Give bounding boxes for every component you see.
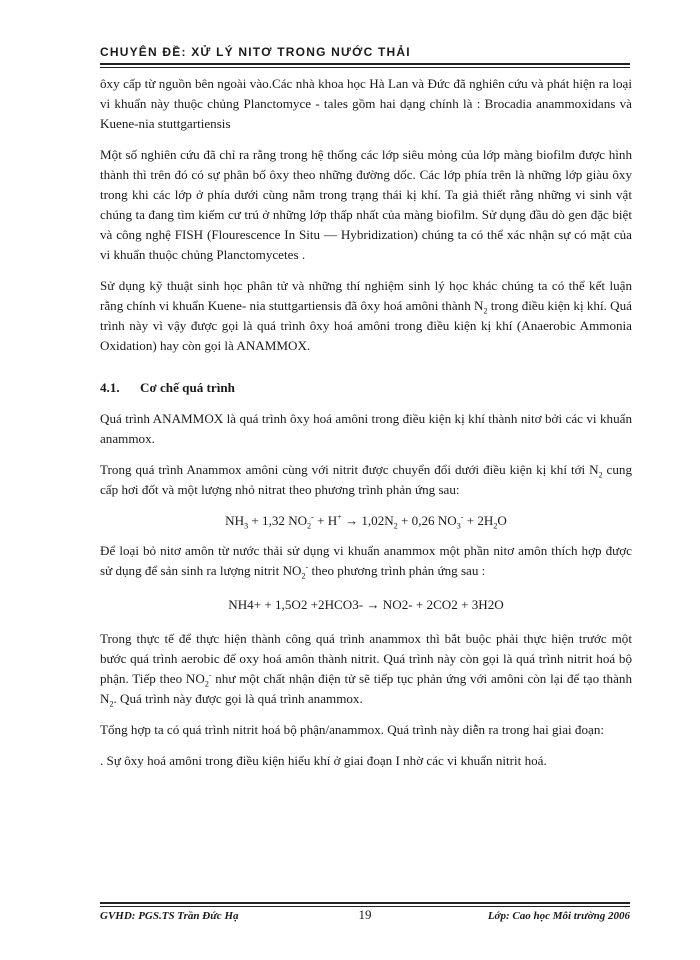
arrow-icon: → <box>363 597 383 612</box>
page-body <box>100 74 632 782</box>
section-heading <box>100 378 632 398</box>
header-rule-thin <box>100 67 630 68</box>
equation-2: NH4+ + 1,5O2 +2HCO3- → NO2- + 2CO2 + 3H2O <box>228 597 504 612</box>
page-header <box>100 40 630 64</box>
header-rule <box>100 63 630 65</box>
section-title: Cơ chế quá trình <box>140 380 235 395</box>
page-number: 19 <box>358 907 372 922</box>
footer-class: Lớp: Cao học Môi trường 2006 <box>487 910 630 922</box>
paragraph: Tổng hợp ta có quá trình nitrit hoá bộ phận/anammox. Quá trình này diễn ra trong hai giai đoạn: <box>100 722 605 737</box>
paragraph: ôxy cấp từ nguồn bên ngoài vào.Các nhà khoa học Hà Lan và Đức đã nghiên cứu và phát hiện ra loại vi khuẩn này thuộc chủng Planctomyce - tales gồm hai dạng chính là : Brocadia anammoxidans và Kuene-nia stuttgartiensis <box>100 76 632 131</box>
header-title: CHUYÊN ĐỀ: XỬ LÝ NITƠ TRONG NƯỚC THẢI <box>100 45 411 59</box>
equation-1: $NH_3 + 1,32$ $NO_2^- + H^+ \to 1,02N_2 + 0,26$ $NO_3^- + 2H_2O$ <box>225 512 507 531</box>
paragraph: Trong thực tế để thực hiện thành công quá trình anammox thì bắt buộc phải thực hiện trước một bước quá trình aerobic để oxy hoá amôn thành nitrit. Quá trình này còn gọi là quá trình nitrit hoá bộ phận. Tiếp theo $NO_2^-$ như một chất nhận điện tử sẽ tiếp tục phản ứng với amôni còn lại để tạo thành $N_2$. Quá trình này được gọi là quá trình anammox. <box>100 631 632 709</box>
footer-rule <box>100 902 630 904</box>
paragraph: Sử dụng kỹ thuật sinh học phân tử và những thí nghiệm sinh lý học khác chúng ta có thể kết luận rằng chính vi khuẩn Kuene- nia stuttgartiensis đã ôxy hoá amôni thành $N_2$ trong điều kiện kị khí. Quá trình này vì vậy được gọi là quá trình ôxy hoá amôni trong điều kiện kị khí (Anaerobic Ammonia Oxidation) hay còn gọi là ANAMMOX. <box>100 278 632 353</box>
footer-supervisor: GVHD: PGS.TS Trần Đức Hạ <box>100 910 239 922</box>
paragraph: Quá trình ANAMMOX là quá trình ôxy hoá amôni trong điều kiện kị khí thành nitơ bởi các vi khuẩn anammox. <box>100 411 632 446</box>
paragraph: Để loại bỏ nitơ amôn từ nước thải sử dụng vi khuẩn anammox một phần nitơ amôn thích hợp được sử dụng để sản sinh ra lượng nitrit $NO_2^-$ theo phương trình phản ứng sau : <box>100 543 632 581</box>
page-footer <box>100 907 630 930</box>
section-number: 4.1. <box>100 380 120 395</box>
paragraph: Trong quá trình Anammox amôni cùng với nitrit được chuyển đổi dưới điều kiện kị khí tới $N_2$ cung cấp hơi đốt và một lượng nhỏ nitrat theo phương trình phản ứng sau: <box>100 462 632 497</box>
paragraph: . Sự ôxy hoá amôni trong điều kiện hiếu khí ở giai đoạn I nhờ các vi khuẩn nitrit hoá. <box>100 753 547 768</box>
arrow-icon: → <box>341 513 362 528</box>
paragraph: Một số nghiên cứu đã chỉ ra rằng trong hệ thống các lớp siêu mỏng của lớp màng biofilm được hình thành thì trên đó có sự phân bố ôxy theo những đường dốc. Các lớp phía trên là những lớp giàu ôxy trong khi các lớp ở phía dưới cùng nằm trong trạng thái kị khí. Ta giả thiết rằng những vi sinh vật chúng ta đang tìm kiếm cư trú ở những lớp thấp nhất của màng biofilm. Sử dụng đầu dò gen đặc biệt và công nghệ FISH (Flourescence In Situ — Hybridization) chúng ta có thể xác nhận sự có mặt của vi khuẩn thuộc chủng Planctomycetes . <box>100 147 632 262</box>
